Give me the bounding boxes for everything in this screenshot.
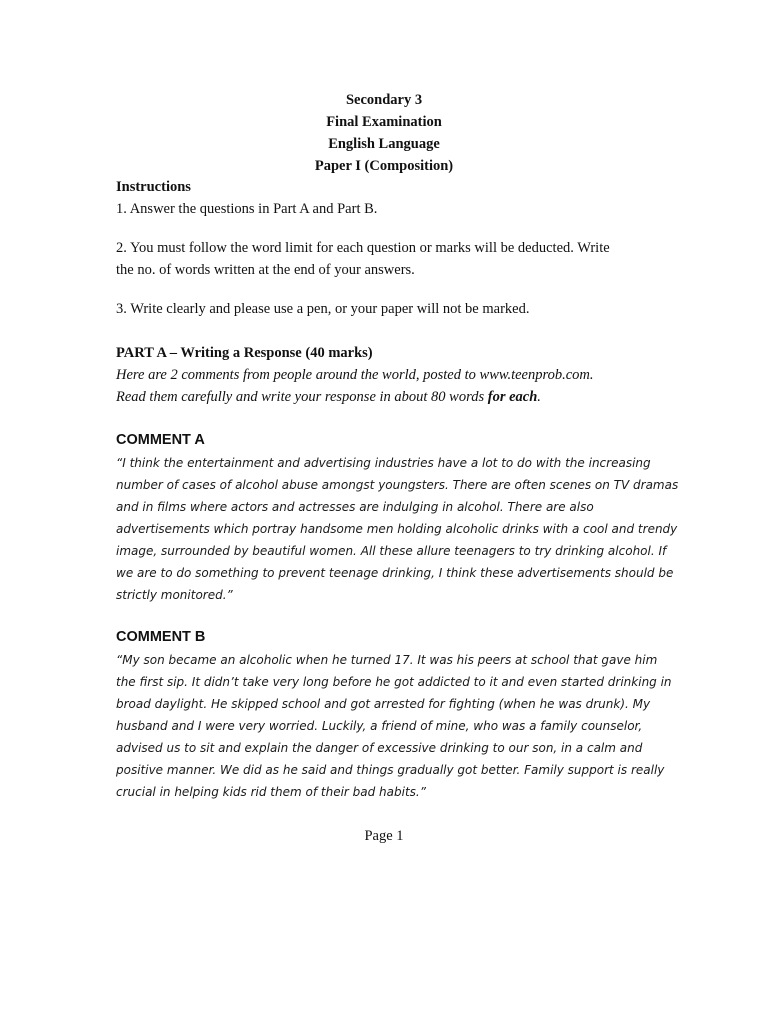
comment-b-line: husband and I were very worried. Luckily, a friend of mine, who was a family counselor, — [116, 719, 643, 733]
comment-a-line: advertisements which portray handsome men holding alcoholic drinks with a cool and trendy — [116, 522, 678, 536]
comment-a-line: image, surrounded by beautiful women. All these allure teenagers to try drinking alcohol. If — [116, 544, 667, 558]
comment-a-line: we are to do something to prevent teenage drinking, I think these advertisements should be — [116, 566, 674, 580]
header-exam-type: Final Examination — [326, 114, 442, 130]
header-paper: Paper I (Composition) — [314, 158, 454, 174]
instruction-item-2 — [116, 237, 656, 281]
header-level: Secondary 3 — [345, 92, 423, 108]
page-number: Page 1 — [364, 828, 404, 844]
part-a-description-emphasis: for each — [487, 389, 538, 405]
instruction-item-1: 1. Answer the questions in Part A and Part B. — [116, 201, 378, 217]
comment-b-line: “My son became an alcoholic when he turned 17. It was his peers at school that gave him — [116, 653, 658, 667]
part-a-description-suffix: . — [537, 389, 541, 405]
comment-b-heading: COMMENT B — [116, 629, 206, 645]
comment-b-line: positive manner. We did as he said and things gradually got better. Family support is really — [116, 763, 665, 777]
part-a-title: PART A – Writing a Response (40 marks) — [116, 345, 373, 361]
part-a-description-line-1: Here are 2 comments from people around the world, posted to www.teenprob.com. — [116, 367, 594, 383]
comment-b-line: broad daylight. He skipped school and got arrested for fighting (when he was drunk). My — [116, 697, 651, 711]
part-a-description-line-2 — [116, 386, 656, 408]
comment-b-line: advised us to sit and explain the danger of excessive drinking to our son, in a calm and — [116, 741, 643, 755]
part-a-description-prefix: Read them carefully and write your response in about 80 words — [116, 389, 488, 405]
instructions-title: Instructions — [116, 179, 191, 195]
header-subject: English Language — [328, 136, 440, 152]
comment-a-line: “I think the entertainment and advertising industries have a lot to do with the increasing — [116, 456, 651, 470]
part-a-description — [116, 364, 656, 408]
instruction-item-2-line-2: the no. of words written at the end of your answers. — [116, 262, 415, 278]
exam-header — [0, 89, 768, 177]
comment-a-line: strictly monitored.” — [116, 588, 233, 602]
instruction-item-2-line-1: 2. You must follow the word limit for each question or marks will be deducted. Write — [116, 240, 610, 256]
comment-a-line: and in films where actors and actresses are indulging in alcohol. There are also — [116, 500, 594, 514]
comment-a-body — [116, 452, 679, 606]
comment-b-line: crucial in helping kids rid them of their bad habits.” — [116, 785, 426, 799]
comment-b-body — [116, 649, 672, 803]
instruction-item-3: 3. Write clearly and please use a pen, or your paper will not be marked. — [116, 301, 530, 317]
comment-a-line: number of cases of alcohol abuse amongst youngsters. There are often scenes on TV dramas — [116, 478, 679, 492]
comment-b-line: the first sip. It didn’t take very long before he got addicted to it and even started drinking in — [116, 675, 672, 689]
comment-a-heading: COMMENT A — [116, 432, 205, 448]
